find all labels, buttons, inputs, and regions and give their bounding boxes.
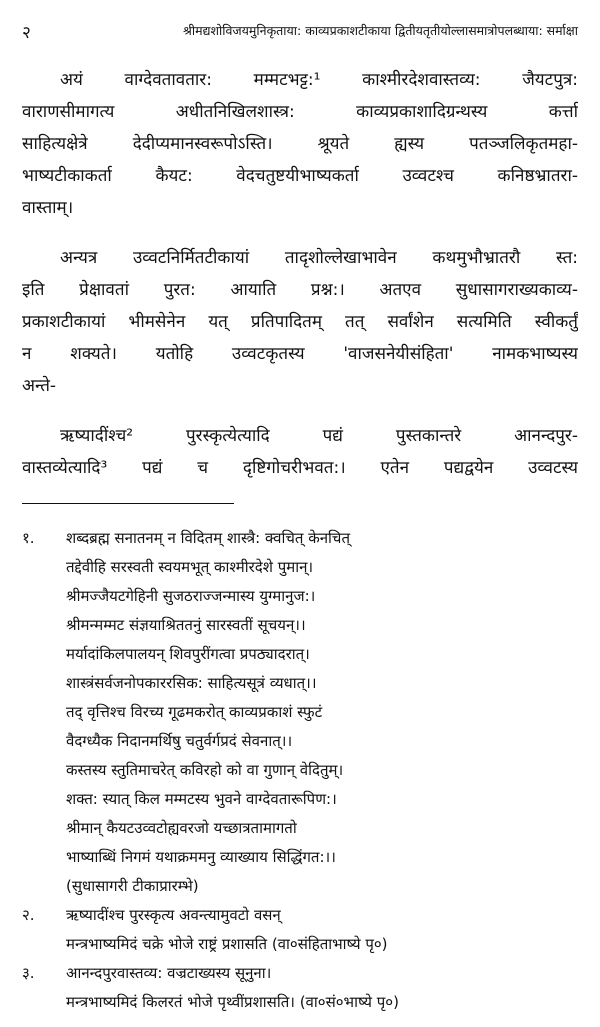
footnote-line: शब्दब्रह्म सनातनम् न विदितम् शास्त्रै: क्वचित् केनचित् <box>66 529 350 547</box>
text-line: ऋष्यादींश्च² पुरस्कृत्येत्यादि पद्यं पुस्तकान्तरे आनन्दपुर- <box>60 426 578 446</box>
text-line: साहित्यक्षेत्रे देदीप्यमानस्वरूपोऽस्ति। श्रूयते ह्यस्य पतञ्जलिकृतमहा- <box>22 134 578 154</box>
text-line: प्रकाशटीकायां भीमसेनेन यत् प्रतिपादितम् तत् सर्वांशेन सत्यमिति स्वीकर्तुं <box>22 312 578 332</box>
text-line: वास्ताम्। <box>22 198 74 218</box>
main-text <box>22 64 578 502</box>
footnote-line: कस्तस्य स्तुतिमाचरेत् कविरहो को वा गुणान् वेदितुम्। <box>66 761 344 779</box>
footnote-line: (सुधासागरी टीकाप्रारम्भे) <box>66 877 199 895</box>
running-head: श्रीमद्यशोविजयमुनिकृताया: काव्यप्रकाशटीकाया द्वितीयतृतीयोल्लासमात्रोपलब्धाया: सर्माक्षा <box>183 23 578 38</box>
paragraph <box>22 242 578 402</box>
footnote-line: तद् वृत्तिश्च विरच्य गूढमकरोत् काव्यप्रकाशं स्फुटं <box>66 703 323 721</box>
page-header <box>22 20 578 44</box>
text-line: इति प्रेक्षावतां पुरत: आयाति प्रश्न:। अतएव सुधासागराख्यकाव्य- <box>22 280 578 300</box>
footnote-line: मर्यादांकिलपालयन् शिवपुरींगत्वा प्रपठ्यादरात्। <box>66 645 310 663</box>
paragraph <box>22 64 578 224</box>
footnotes <box>22 524 578 1017</box>
text-line: अन्यत्र उव्वटनिर्मितटीकायां तादृशोल्लेखाभावेन कथमुभौभ्रातरौ स्त: <box>60 248 578 268</box>
page-number: २ <box>22 23 31 43</box>
footnote-line: श्रीमज्जैयटगेहिनी सुजठराज्जन्मास्य युग्मानुज:। <box>66 587 316 605</box>
text-line: वाराणसीमागत्य अधीतनिखिलशास्त्र: काव्यप्रकाशादिग्रन्थस्य कर्त्ता <box>22 102 578 122</box>
footnote <box>22 901 578 959</box>
footnote-line: श्रीमन्मम्मट संज्ञयाश्रिततनुं सारस्वतीं सूचयन्।। <box>66 616 306 634</box>
footnote-line: मन्त्रभाष्यमिदं चक्रे भोजे राष्ट्रं प्रशासति (वा०संहिताभाष्ये पृ०) <box>66 935 388 953</box>
footnote <box>22 959 578 1017</box>
footnote-number: २. <box>22 906 35 924</box>
footnote-line: श्रीमान् कैयटउव्वटोह्यवरजो यच्छात्रतामागतो <box>66 819 297 837</box>
footnote-line: आनन्दपुरवास्तव्य: वज्रटाख्यस्य सूनुना। <box>66 964 272 982</box>
text-line: वास्तव्येत्यादि³ पद्यं च दृष्टिगोचरीभवत:। एतेन पद्यद्वयेन उव्वटस्य <box>22 458 578 478</box>
footnote-line: मन्त्रभाष्यमिदं किलरतं भोजे पृथ्वींप्रशासति। (वा०सं०भाष्ये पृ०) <box>66 993 399 1011</box>
text-line: न शक्यते। यतोहि उव्वटकृतस्य 'वाजसनेयीसंहिता' नामकभाष्यस्य <box>22 344 578 364</box>
footnote-divider <box>22 503 234 504</box>
footnote <box>22 524 578 901</box>
footnote-line: वैदग्ध्यैक निदानमर्थिषु चतुर्वर्गप्रदं सेवनात्।। <box>66 732 293 750</box>
text-line: अन्ते- <box>22 376 57 396</box>
text-line: भाष्यटीकाकर्ता कैयट: वेदचतुष्टयीभाष्यकर्ता उव्वटश्च कनिष्ठभ्रातरा- <box>22 166 578 186</box>
footnote-line: तद्देवीहि सरस्वती स्वयमभूत् काश्मीरदेशे पुमान्। <box>66 558 314 576</box>
footnote-line: ऋष्यादींश्च पुरस्कृत्य अवन्त्यामुवटो वसन् <box>66 906 281 924</box>
footnote-line: भाष्याब्धिं निगमं यथाक्रममनु व्याख्याय सिद्धिंगत:।। <box>66 848 336 866</box>
footnote-line: शास्त्रंसर्वजनोपकाररसिक: साहित्यसूत्रं व्यधात्।। <box>66 674 317 692</box>
footnote-line: शक्त: स्यात् किल मम्मटस्य भुवने वाग्देवतारूपिण:। <box>66 790 337 808</box>
footnote-number: ३. <box>22 964 35 982</box>
footnote-number: १. <box>22 529 35 547</box>
paragraph <box>22 420 578 484</box>
text-line: अयं वाग्देवतावतार: मम्मटभट्ट:¹ काश्मीरदेशवास्तव्य: जैयटपुत्र: <box>60 70 578 90</box>
